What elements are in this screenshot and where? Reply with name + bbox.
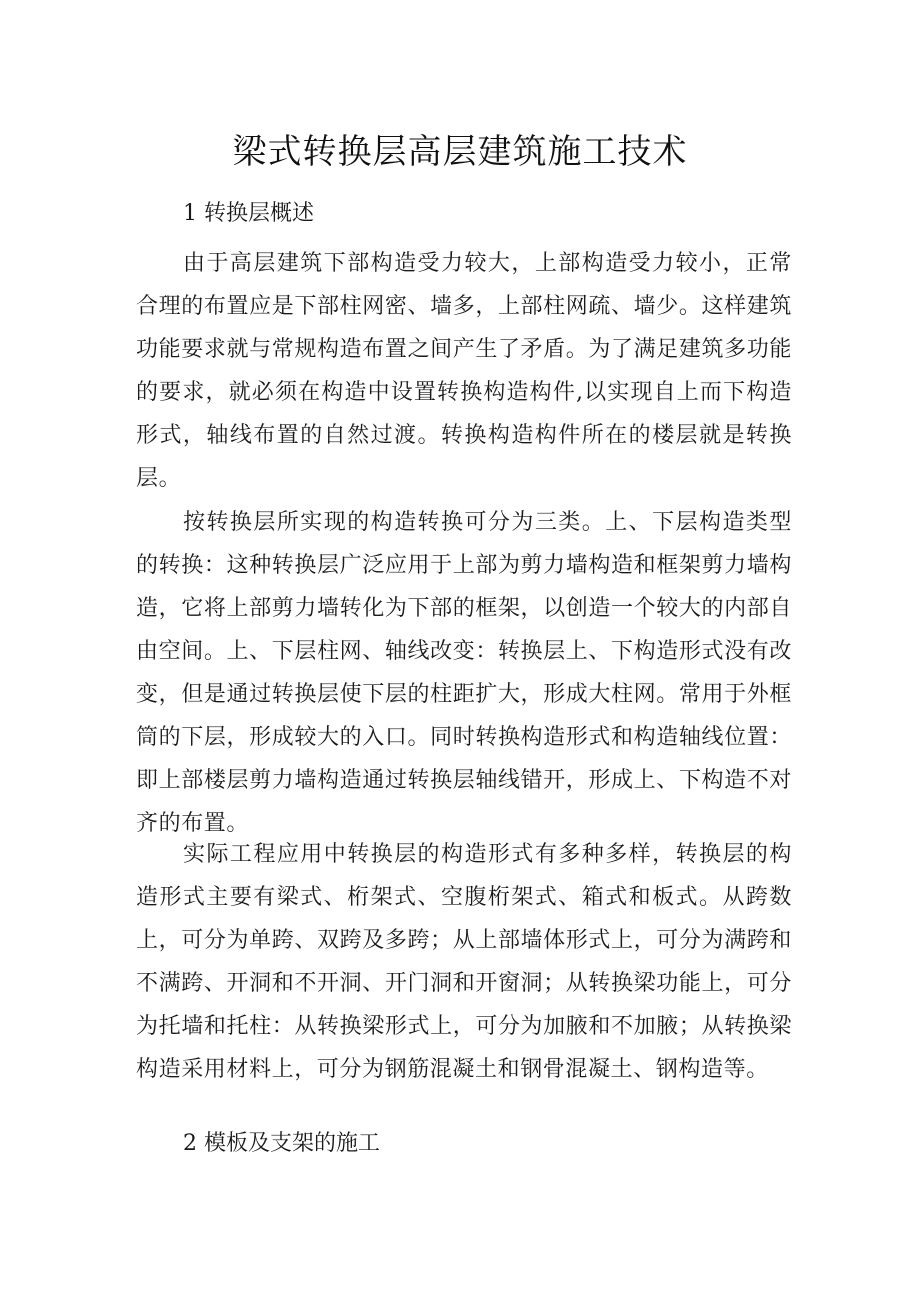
document-title: 梁式转换层高层建筑施工技术 [232, 132, 688, 172]
paragraph-2: 按转换层所实现的构造转换可分为三类。上、下层构造类型的转换：这种转换层广泛应用于上部为剪力墙构造和框架剪力墙构造，它将上部剪力墙转化为下部的框架，以创造一个较大的内部自由空间。上、下层柱网、轴线改变：转换层上、下构造形式没有改变，但是通过转换层使下层的柱距扩大，形成大柱网。常用于外框筒的下层，形成较大的入口。同时转换构造形式和构造轴线位置：即上部楼层剪力墙构造通过转换层轴线错开，形成上、下构造不对齐的布置。 [136, 510, 792, 836]
section-heading-2: 2 模板及支架的施工 [183, 1131, 380, 1156]
section-heading-1: 1 转换层概述 [183, 201, 314, 226]
paragraph-1: 由于高层建筑下部构造受力较大，上部构造受力较小，正常合理的布置应是下部柱网密、墙多，上部柱网疏、墙少。这样建筑功能要求就与常规构造布置之间产生了矛盾。为了满足建筑多功能的要求，就必须在构造中设置转换构造构件,以实现自上而下构造形式，轴线布置的自然过渡。转换构造构件所在的楼层就是转换层。 [136, 251, 792, 491]
paragraph-3: 实际工程应用中转换层的构造形式有多种多样，转换层的构造形式主要有梁式、桁架式、空腹桁架式、箱式和板式。从跨数上，可分为单跨、双跨及多跨；从上部墙体形式上，可分为满跨和不满跨、开洞和不开洞、开门洞和开窗洞；从转换梁功能上，可分为托墙和托柱：从转换梁形式上，可分为加腋和不加腋；从转换梁构造采用材料上，可分为钢筋混凝土和钢骨混凝土、钢构造等。 [136, 842, 792, 1082]
